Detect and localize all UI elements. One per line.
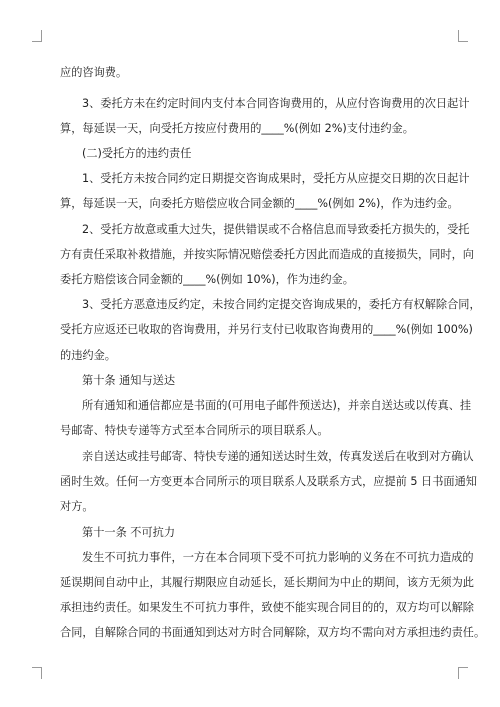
text-line: 1、受托方未按合同约定日期提交咨询成果时，受托方从应提交日期的次日起计 xyxy=(82,172,470,185)
section-heading: (二)受托方的违约责任 xyxy=(82,147,192,160)
text-line: 的违约金。 xyxy=(60,349,116,362)
text-line: 委托方赔偿该合同金额的____%(例如 10%)，作为违约金。 xyxy=(60,273,354,286)
crop-mark-top-left xyxy=(32,30,42,42)
text-line: 应的咨询费。 xyxy=(60,66,128,79)
text-line: 受托方应返还已收取的咨询费用，并另行支付已收取咨询费用的____%(例如 100%) xyxy=(60,323,473,336)
text-line: 3、委托方未在约定时间内支付本合同咨询费用的，从应付咨询费用的次日起计 xyxy=(82,97,470,110)
text-line: 延误期间自动中止，其履行期限应自动延长，延长期间为中止的期间，该方无须为此 xyxy=(60,576,474,589)
crop-mark-bottom-right xyxy=(458,667,468,679)
article-heading: 第十一条 不可抗力 xyxy=(82,526,176,539)
crop-mark-bottom-left xyxy=(32,667,42,679)
text-line: 3、受托方恶意违反约定，未按合同约定提交咨询成果的，委托方有权解除合同， xyxy=(82,298,481,311)
text-line: 2、受托方故意或重大过失，提供错误或不合格信息而导致委托方损失的，受托 xyxy=(82,223,470,236)
text-line: 算，每延误一天，向受托方按应付费用的____%(例如 2%)支付违约金。 xyxy=(60,122,414,135)
text-line: 函时生效。任何一方变更本合同所示的项目联系人及联系方式，应提前 5 日书面通知 xyxy=(60,475,477,488)
text-line: 亲自送达或挂号邮寄、特快专递的通知送达时生效，传真发送后在收到对方确认 xyxy=(82,450,474,463)
article-heading: 第十条 通知与送达 xyxy=(82,374,176,387)
text-line: 承担违约责任。如果发生不可抗力事件，致使不能实现合同目的的，双方均可以解除 xyxy=(60,601,474,614)
text-line: 发生不可抗力事件，一方在本合同项下受不可抗力影响的义务在不可抗力造成的 xyxy=(82,551,474,564)
text-line: 所有通知和通信都应是书面的(可用电子邮件预送达)，并亲自送达或以传真、挂 xyxy=(82,399,472,412)
text-line: 合同，自解除合同的书面通知到达对方时合同解除，双方均不需向对方承担违约责任。 xyxy=(60,626,486,639)
text-line: 方有责任采取补救措施，并按实际情况赔偿委托方因此而造成的直接损失，同时，向 xyxy=(60,248,474,261)
text-line: 对方。 xyxy=(60,500,94,513)
crop-mark-top-right xyxy=(458,30,468,42)
text-line: 算，每延误一天，向委托方赔偿应收合同金额的____%(例如 2%)，作为违约金。 xyxy=(60,197,459,210)
text-line: 号邮寄、特快专递等方式至本合同所示的项目联系人。 xyxy=(60,424,329,437)
